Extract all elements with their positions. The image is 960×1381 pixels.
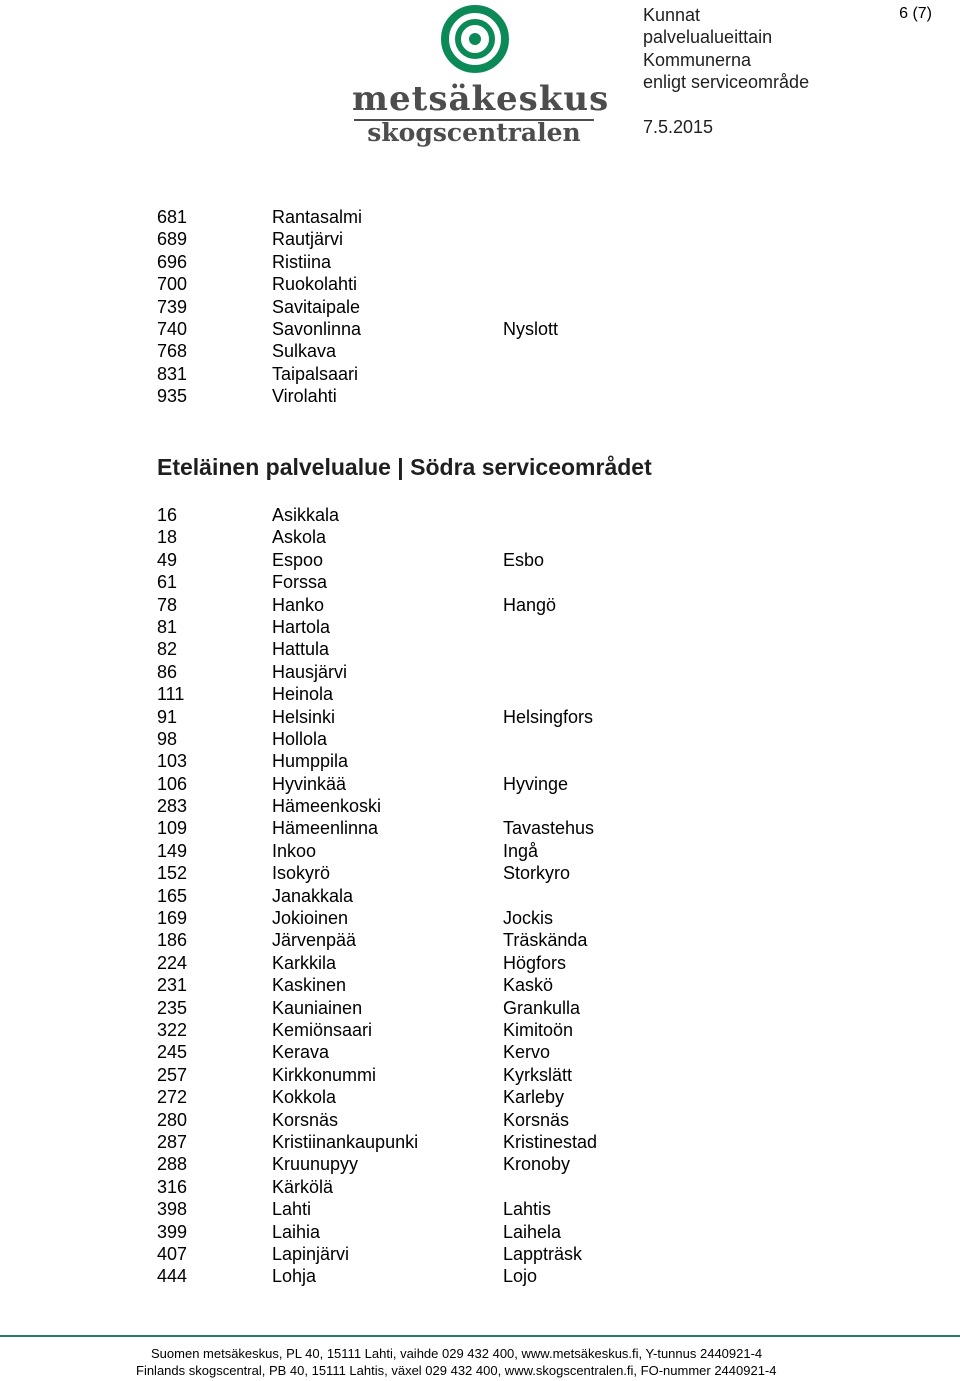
municipality-name-finnish: Hyvinkää	[272, 773, 347, 794]
municipality-name-finnish: Kirkkonummi	[272, 1064, 377, 1085]
municipality-code: 272	[157, 1087, 188, 1108]
municipality-code: 700	[157, 274, 188, 295]
municipality-name-swedish: Ingå	[503, 840, 539, 861]
municipality-name-finnish: Hattula	[272, 639, 330, 660]
municipality-name-finnish: Heinola	[272, 684, 334, 705]
municipality-name-finnish: Inkoo	[272, 840, 317, 861]
municipality-name-swedish: Helsingfors	[503, 706, 594, 727]
municipality-code: 245	[157, 1042, 188, 1063]
footer-divider	[0, 1335, 960, 1337]
municipality-name-swedish: Esbo	[503, 549, 545, 570]
municipality-code: 82	[157, 639, 178, 660]
municipality-name-finnish: Kruunupyy	[272, 1154, 359, 1175]
municipality-name-finnish: Hämeenkoski	[272, 796, 382, 817]
municipality-name-finnish: Karkkila	[272, 952, 337, 973]
municipality-name-finnish: Janakkala	[272, 885, 354, 906]
municipality-name-finnish: Virolahti	[272, 386, 337, 407]
municipality-name-swedish: Kyrkslätt	[503, 1064, 573, 1085]
municipality-name-finnish: Lapinjärvi	[272, 1243, 350, 1264]
footer-line-swedish: Finlands skogscentral, PB 40, 15111 Lahtis, växel 029 432 400, www.skogscentralen.fi, FO-nummer 2440921-4	[136, 1363, 777, 1378]
municipality-code: 768	[157, 341, 188, 362]
metsakeskus-logo	[352, 4, 610, 154]
municipality-name-finnish: Jokioinen	[272, 908, 349, 929]
municipality-code: 696	[157, 251, 188, 272]
municipality-name-finnish: Askola	[272, 527, 327, 548]
municipality-name-finnish: Savitaipale	[272, 296, 361, 317]
municipality-name-swedish: Högfors	[503, 952, 567, 973]
municipality-code: 280	[157, 1109, 188, 1130]
municipality-name-finnish: Rautjärvi	[272, 229, 344, 250]
municipality-name-finnish: Kokkola	[272, 1087, 337, 1108]
municipality-name-swedish: Kervo	[503, 1042, 551, 1063]
municipality-code: 231	[157, 975, 188, 996]
header-line-4: enligt serviceområde	[643, 72, 810, 93]
municipality-name-finnish: Espoo	[272, 549, 324, 570]
municipality-code: 86	[157, 661, 178, 682]
municipality-code: 98	[157, 728, 178, 749]
municipality-code: 399	[157, 1221, 188, 1242]
municipality-code: 283	[157, 796, 188, 817]
municipality-code: 149	[157, 840, 188, 861]
municipality-name-finnish: Korsnäs	[272, 1109, 339, 1130]
municipality-code: 407	[157, 1243, 188, 1264]
municipality-name-finnish: Ristiina	[272, 251, 332, 272]
municipality-code: 165	[157, 885, 188, 906]
municipality-name-finnish: Ruokolahti	[272, 274, 358, 295]
municipality-name-finnish: Lohja	[272, 1266, 317, 1287]
page-number: 6 (7)	[899, 5, 932, 22]
municipality-code: 78	[157, 594, 178, 615]
municipality-name-swedish: Lahtis	[503, 1199, 552, 1220]
municipality-code: 740	[157, 318, 188, 339]
municipality-name-swedish: Karleby	[503, 1087, 565, 1108]
municipality-code: 169	[157, 908, 188, 929]
municipality-code: 224	[157, 952, 188, 973]
municipality-code: 81	[157, 616, 178, 637]
municipality-name-swedish: Kristinestad	[503, 1131, 598, 1152]
municipality-name-finnish: Kärkölä	[272, 1176, 334, 1197]
municipality-name-swedish: Kronoby	[503, 1154, 571, 1175]
municipality-name-finnish: Kauniainen	[272, 997, 363, 1018]
municipality-code: 61	[157, 572, 178, 593]
municipality-name-finnish: Laihia	[272, 1221, 321, 1242]
municipality-name-finnish: Savonlinna	[272, 318, 362, 339]
municipality-name-swedish: Korsnäs	[503, 1109, 570, 1130]
municipality-name-finnish: Taipalsaari	[272, 363, 359, 384]
municipality-name-swedish: Jockis	[503, 908, 554, 929]
footer-line-finnish: Suomen metsäkeskus, PL 40, 15111 Lahti, vaihde 029 432 400, www.metsäkeskus.fi, Y-tunnus 2440921-4	[151, 1346, 763, 1361]
municipality-code: 831	[157, 363, 188, 384]
municipality-name-finnish: Kemiönsaari	[272, 1019, 373, 1040]
municipality-name-swedish: Kimitoön	[503, 1019, 574, 1040]
municipality-name-swedish: Hangö	[503, 594, 557, 615]
municipality-code: 235	[157, 997, 188, 1018]
municipality-name-swedish: Nyslott	[503, 318, 559, 339]
municipality-name-finnish: Kaskinen	[272, 975, 347, 996]
municipality-code: 109	[157, 818, 188, 839]
municipality-name-finnish: Kristiinankaupunki	[272, 1131, 419, 1152]
municipality-name-finnish: Kerava	[272, 1042, 330, 1063]
ring-logo-icon	[440, 4, 510, 74]
header-line-2: palvelualueittain	[643, 27, 773, 48]
municipality-name-swedish: Träskända	[503, 930, 588, 951]
municipality-code: 152	[157, 863, 188, 884]
municipality-code: 316	[157, 1176, 188, 1197]
header-line-1: Kunnat	[643, 5, 701, 25]
municipality-name-finnish: Lahti	[272, 1199, 312, 1220]
municipality-name-finnish: Hartola	[272, 616, 331, 637]
municipality-name-swedish: Grankulla	[503, 997, 581, 1018]
municipality-name-swedish: Storkyro	[503, 863, 571, 884]
municipality-code: 49	[157, 549, 178, 570]
municipality-code: 288	[157, 1154, 188, 1175]
municipality-code: 111	[157, 684, 185, 705]
document-date: 7.5.2015	[643, 116, 714, 137]
municipality-code: 935	[157, 386, 188, 407]
municipality-name-swedish: Lappträsk	[503, 1243, 583, 1264]
municipality-code: 186	[157, 930, 188, 951]
municipality-name-finnish: Sulkava	[272, 341, 337, 362]
municipality-code: 739	[157, 296, 188, 317]
section-title: Eteläinen palvelualue | Södra serviceområdet	[157, 454, 652, 480]
municipality-code: 257	[157, 1064, 188, 1085]
municipality-name-finnish: Asikkala	[272, 505, 340, 525]
municipality-name-finnish: Humppila	[272, 751, 349, 772]
document-header	[643, 4, 809, 138]
municipality-code: 16	[157, 505, 178, 525]
municipality-code: 287	[157, 1131, 188, 1152]
municipality-code: 681	[157, 207, 188, 227]
municipality-code: 689	[157, 229, 188, 250]
footer	[0, 1345, 960, 1379]
municipality-name-finnish: Hanko	[272, 594, 325, 615]
municipality-name-finnish: Helsinki	[272, 706, 336, 727]
municipality-code: 91	[157, 706, 178, 727]
municipality-code: 18	[157, 527, 178, 548]
municipality-code: 103	[157, 751, 188, 772]
logo-text-swedish: skogscentralen	[367, 118, 581, 147]
municipality-name-swedish: Laihela	[503, 1221, 562, 1242]
municipality-name-finnish: Hämeenlinna	[272, 818, 379, 839]
municipality-name-finnish: Isokyrö	[272, 863, 331, 884]
municipality-name-finnish: Järvenpää	[272, 930, 357, 951]
municipality-name-swedish: Tavastehus	[503, 818, 595, 839]
municipality-code: 398	[157, 1199, 188, 1220]
municipality-name-finnish: Forssa	[272, 572, 328, 593]
municipality-name-finnish: Hausjärvi	[272, 661, 348, 682]
municipality-code: 106	[157, 773, 188, 794]
municipality-name-swedish: Hyvinge	[503, 773, 569, 794]
logo-text-finnish: metsäkeskus	[352, 79, 610, 119]
municipality-name-swedish: Kaskö	[503, 975, 554, 996]
header-line-3: Kommunerna	[643, 49, 752, 70]
municipality-name-finnish: Rantasalmi	[272, 207, 363, 227]
municipality-code: 322	[157, 1019, 188, 1040]
municipality-name-finnish: Hollola	[272, 728, 328, 749]
municipality-name-swedish: Lojo	[503, 1266, 538, 1287]
municipality-code: 444	[157, 1266, 188, 1287]
